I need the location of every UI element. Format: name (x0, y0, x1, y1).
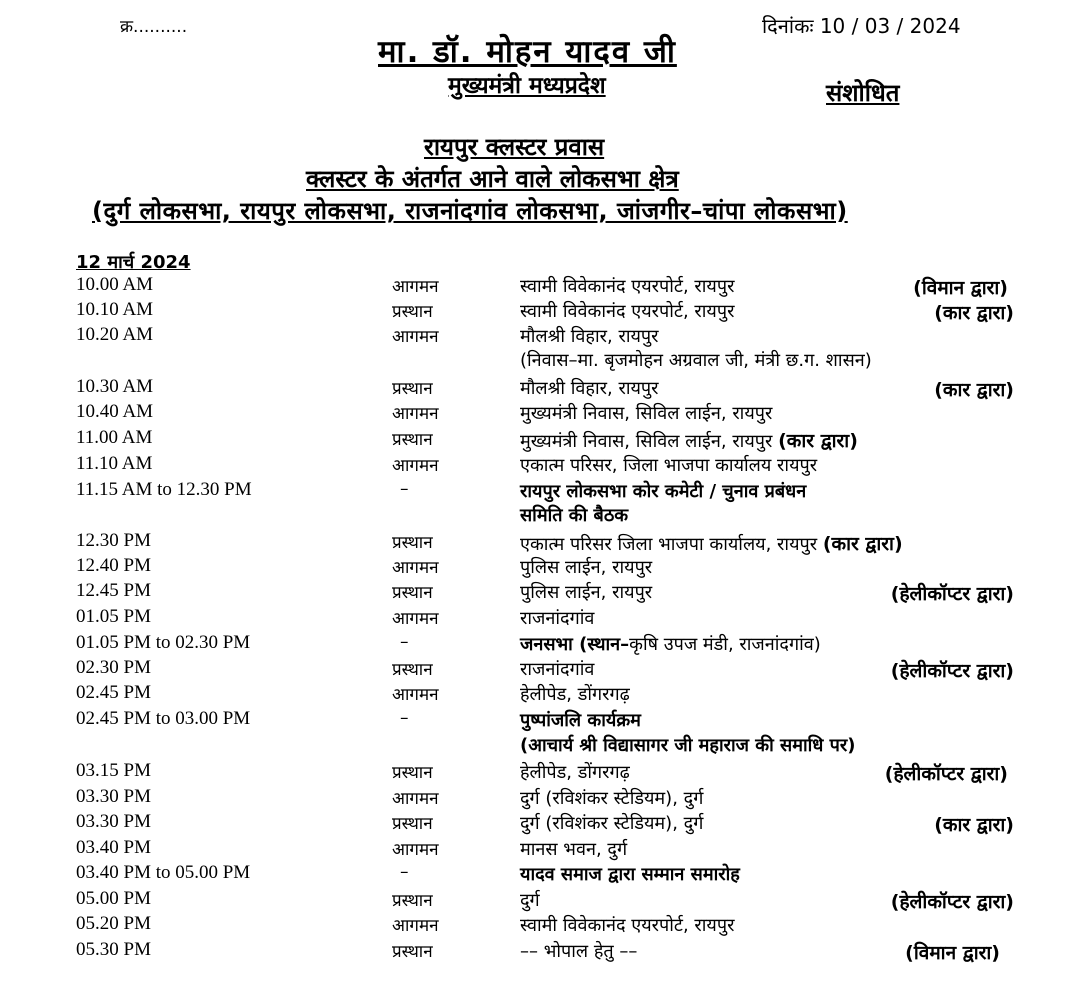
row-time: 01.05 PM to 02.30 PM (76, 632, 251, 653)
row-action: आगमन (392, 916, 439, 936)
row-time: 03.40 PM (76, 837, 151, 858)
row-place (520, 427, 858, 453)
row-place: स्वामी विवेकानंद एयरपोर्ट, रायपुर (520, 915, 735, 936)
row-action: प्रस्थान (392, 942, 433, 962)
schedule-row (0, 862, 1080, 888)
row-place: दुर्ग (रविशंकर स्टेडियम), दुर्ग (520, 813, 704, 834)
row-time: 10.30 AM (76, 376, 154, 397)
row-time: 11.10 AM (76, 453, 153, 474)
row-time: 05.20 PM (76, 913, 151, 934)
row-time: 03.15 PM (76, 760, 151, 781)
schedule-row (0, 324, 1080, 374)
row-time: 03.30 PM (76, 811, 151, 832)
document-date: दिनांकः 10 / 03 / 2024 (762, 14, 961, 38)
reference-number: क्र.......... (120, 17, 188, 37)
row-place: मानस भवन, दुर्ग (520, 839, 628, 860)
schedule-row (0, 939, 1080, 965)
row-action: प्रस्थान (392, 583, 433, 603)
row-action: आगमन (392, 609, 439, 629)
schedule-row (0, 376, 1080, 402)
schedule-date: 12 मार्च 2024 (76, 252, 191, 273)
constituency-list: (दुर्ग लोकसभा, रायपुर लोकसभा, राजनांदगांव लोकसभा, जांजगीर–चांपा लोकसभा) (92, 197, 848, 225)
row-mode: (कार द्वारा) (934, 379, 1014, 401)
chief-minister-name: मा. डॉ. मोहन यादव जी (378, 34, 677, 70)
schedule-row (0, 453, 1080, 479)
row-time: 11.00 AM (76, 427, 153, 448)
schedule-row (0, 837, 1080, 863)
row-time: 02.45 PM (76, 682, 151, 703)
row-action: प्रस्थान (392, 379, 433, 399)
schedule-row (0, 913, 1080, 939)
row-mode: (कार द्वारा) (934, 814, 1014, 836)
row-place: दुर्ग (रविशंकर स्टेडियम), दुर्ग (520, 788, 704, 809)
row-time: 11.15 AM to 12.30 PM (76, 479, 252, 500)
schedule-row (0, 427, 1080, 453)
row-action: आगमन (392, 685, 439, 705)
row-time: 03.40 PM to 05.00 PM (76, 862, 251, 883)
row-place: स्वामी विवेकानंद एयरपोर्ट, रायपुर (520, 276, 735, 297)
row-time: 10.40 AM (76, 401, 154, 422)
row-time: 12.40 PM (76, 555, 151, 576)
row-time: 01.05 PM (76, 606, 151, 627)
row-action: आगमन (392, 277, 439, 297)
row-action: – (400, 479, 409, 499)
row-time: 02.45 PM to 03.00 PM (76, 708, 251, 729)
row-action: आगमन (392, 840, 439, 860)
row-mode: (हेलीकॉप्टर द्वारा) (890, 660, 1014, 682)
schedule-row (0, 530, 1080, 556)
schedule-row (0, 555, 1080, 581)
row-action: आगमन (392, 327, 439, 347)
row-place-detail: (निवास–मा. बृजमोहन अग्रवाल जी, मंत्री छ.ग. शासन) (520, 350, 872, 371)
row-action: आगमन (392, 558, 439, 578)
row-place: हेलीपेड, डोंगरगढ़ (520, 684, 630, 705)
row-action: आगमन (392, 456, 439, 476)
row-action: प्रस्थान (392, 891, 433, 911)
schedule-row (0, 632, 1080, 658)
row-mode: (कार द्वारा) (778, 430, 858, 452)
row-place-detail: समिति की बैठक (520, 505, 629, 526)
row-place-detail: (आचार्य श्री विद्यासागर जी महाराज की समाधि पर) (520, 735, 856, 756)
row-mode: (कार द्वारा) (822, 533, 903, 555)
row-time: 10.10 AM (76, 299, 154, 320)
row-mode: (कार द्वारा) (934, 302, 1014, 324)
row-action: प्रस्थान (392, 763, 433, 783)
tour-subtitle: क्लस्टर के अंतर्गत आने वाले लोकसभा क्षेत्र (306, 165, 679, 193)
row-action: – (400, 632, 409, 652)
row-place (520, 530, 903, 556)
schedule-row (0, 708, 1080, 760)
row-place: हेलीपेड, डोंगरगढ़ (520, 762, 630, 783)
schedule-row (0, 811, 1080, 837)
row-action: आगमन (392, 404, 439, 424)
row-mode: (विमान द्वारा) (913, 277, 1008, 299)
row-action: – (400, 862, 409, 882)
schedule-row (0, 580, 1080, 606)
row-place: दुर्ग (520, 890, 540, 911)
schedule-row (0, 682, 1080, 708)
revised-label: संशोधित (826, 79, 900, 107)
row-place-text: एकात्म परिसर जिला भाजपा कार्यालय, रायपुर (520, 534, 818, 555)
row-place: एकात्म परिसर, जिला भाजपा कार्यालय रायपुर (520, 455, 818, 476)
row-action: आगमन (392, 789, 439, 809)
schedule-row (0, 606, 1080, 632)
row-place-rest: कृषि उपज मंडी, राजनांदगांव) (629, 634, 821, 655)
row-place: मौलश्री विहार, रायपुर (520, 378, 659, 399)
schedule-row (0, 657, 1080, 683)
schedule-row (0, 479, 1080, 529)
row-action: – (400, 708, 409, 728)
schedule-row (0, 299, 1080, 325)
row-place-bold: जनसभा (स्थान– (520, 634, 630, 655)
row-place: मुख्यमंत्री निवास, सिविल लाईन, रायपुर (520, 403, 773, 424)
row-mode: (हेलीकॉप्टर द्वारा) (890, 891, 1014, 913)
row-time: 12.45 PM (76, 580, 151, 601)
tour-title: रायपुर क्लस्टर प्रवास (424, 133, 605, 161)
row-time: 05.30 PM (76, 939, 151, 960)
schedule-row (0, 760, 1080, 786)
schedule-row (0, 401, 1080, 427)
row-place: पुलिस लाईन, रायपुर (520, 582, 653, 603)
row-time: 12.30 PM (76, 530, 151, 551)
row-place: रायपुर लोकसभा कोर कमेटी / चुनाव प्रबंधन (520, 481, 807, 502)
row-place: राजनांदगांव (520, 608, 595, 629)
row-action: प्रस्थान (392, 814, 433, 834)
row-time: 10.00 AM (76, 274, 154, 295)
row-place: राजनांदगांव (520, 659, 595, 680)
row-mode: (विमान द्वारा) (905, 942, 1000, 964)
schedule-row (0, 786, 1080, 812)
row-place: पुष्पांजलि कार्यक्रम (520, 710, 641, 731)
row-action: प्रस्थान (392, 660, 433, 680)
row-place: यादव समाज द्वारा सम्मान समारोह (520, 864, 740, 885)
row-place: मौलश्री विहार, रायपुर (520, 326, 659, 347)
row-action: प्रस्थान (392, 430, 433, 450)
row-mode: (हेलीकॉप्टर द्वारा) (884, 763, 1008, 785)
row-time: 10.20 AM (76, 324, 154, 345)
row-action: प्रस्थान (392, 302, 433, 322)
row-place: –– भोपाल हेतु –– (520, 941, 638, 962)
row-time: 05.00 PM (76, 888, 151, 909)
row-time: 03.30 PM (76, 786, 151, 807)
schedule-row (0, 888, 1080, 914)
schedule-row (0, 274, 1080, 300)
chief-minister-post: मुख्यमंत्री मध्यप्रदेश (448, 73, 606, 99)
row-place (520, 632, 821, 656)
row-place: स्वामी विवेकानंद एयरपोर्ट, रायपुर (520, 301, 735, 322)
row-time: 02.30 PM (76, 657, 151, 678)
row-mode: (हेलीकॉप्टर द्वारा) (890, 583, 1014, 605)
row-action: प्रस्थान (392, 533, 433, 553)
row-place: पुलिस लाईन, रायपुर (520, 557, 653, 578)
row-place-text: मुख्यमंत्री निवास, सिविल लाईन, रायपुर (520, 431, 773, 452)
